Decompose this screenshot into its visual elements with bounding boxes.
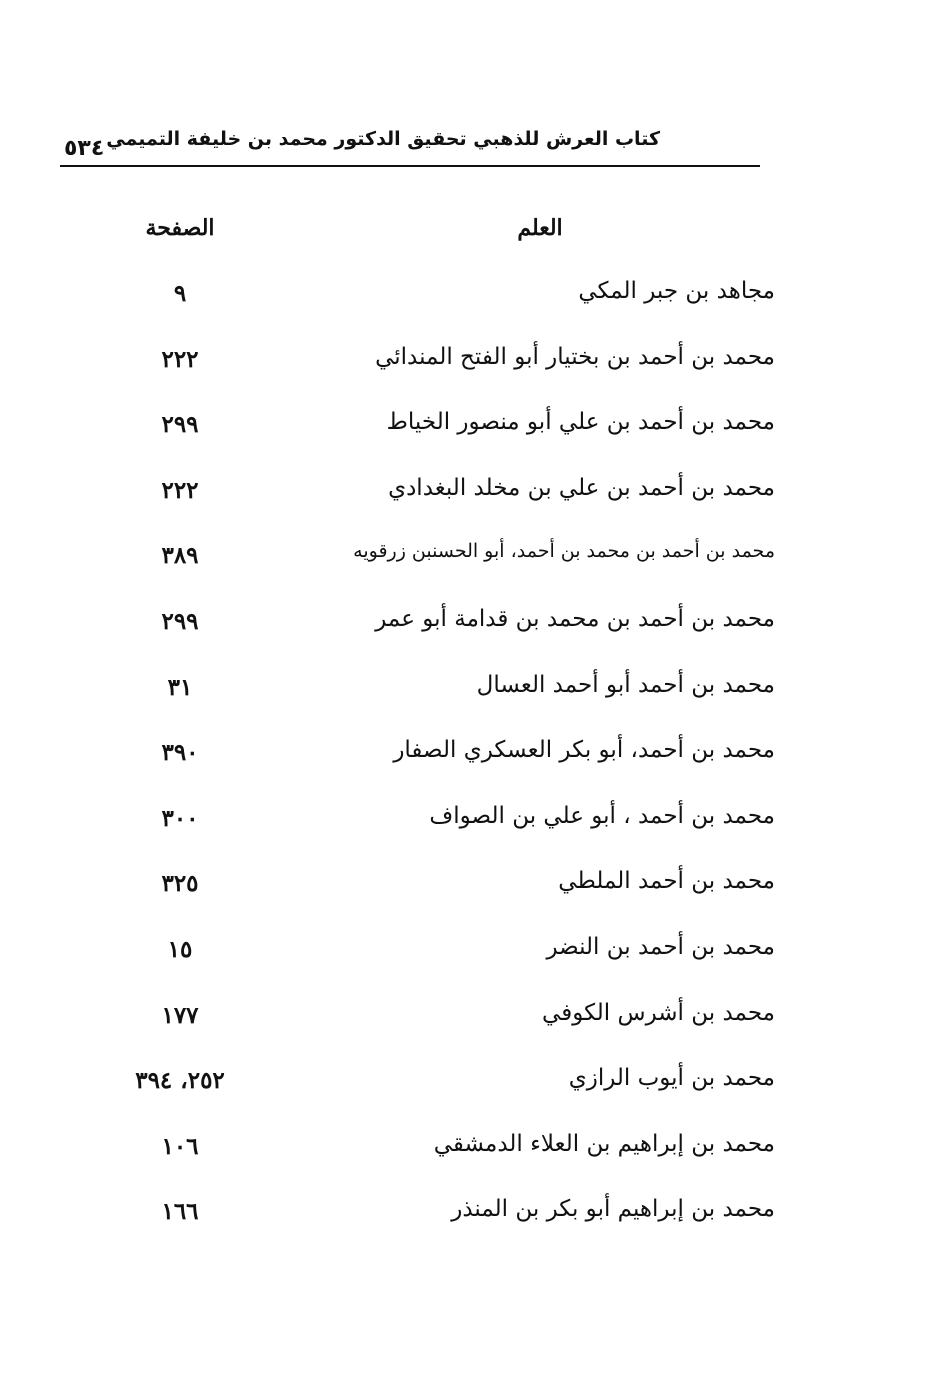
index-entry: [0, 344, 940, 410]
index-entry: [0, 737, 940, 803]
running-head: [60, 128, 760, 164]
entry-pages: ٢٥٢، ٣٩٤: [135, 1067, 225, 1095]
column-headers: [0, 215, 940, 255]
entry-name: محمد بن أحمد أبو أحمد العسال: [476, 671, 775, 698]
entry-name: محمد بن أحمد، أبو بكر العسكري الصفار: [393, 737, 775, 764]
index-entry: [0, 475, 940, 541]
entry-pages: ١٥: [167, 935, 193, 963]
entry-pages: ٣١: [167, 673, 193, 701]
entry-name: محمد بن أيوب الرازي: [568, 1065, 775, 1092]
index-entry: [0, 934, 940, 1000]
index-entry: [0, 1065, 940, 1131]
index-entry: [0, 606, 940, 672]
index-entry: [0, 540, 940, 606]
index-entry: [0, 672, 940, 738]
index-entry: [0, 1000, 940, 1066]
entry-name: محمد بن أشرس الكوفي: [542, 999, 775, 1026]
entry-pages: ٢٩٩: [161, 607, 199, 635]
entry-name: محمد بن أحمد بن بختيار أبو الفتح المندائي: [375, 343, 775, 370]
entry-pages: ٣٠٠: [161, 804, 199, 832]
entry-name: محمد بن أحمد بن محمد بن قدامة أبو عمر: [375, 605, 775, 632]
entry-pages: ١٧٧: [161, 1001, 199, 1029]
entry-pages: ٢٩٩: [161, 411, 199, 439]
entry-pages: ٢٢٢: [161, 345, 199, 373]
entry-pages: ٣٨٩: [161, 542, 199, 570]
entry-name: محمد بن أحمد بن علي أبو منصور الخياط: [386, 409, 775, 436]
index-entry: [0, 409, 940, 475]
entry-name: محمد بن أحمد ، أبو علي بن الصواف: [429, 802, 775, 829]
entry-name: مجاهد بن جبر المكي: [578, 278, 775, 304]
entry-pages: ٣٢٥: [161, 870, 199, 898]
entry-name: محمد بن إبراهيم بن العلاء الدمشقي: [433, 1130, 775, 1157]
index-entry: [0, 868, 940, 934]
index-entry: [0, 803, 940, 869]
entry-pages: ٣٩٠: [161, 739, 199, 767]
entry-name: محمد بن أحمد بن النضر: [546, 933, 775, 960]
header-rule: [60, 165, 760, 167]
entry-pages: ١٠٦: [161, 1132, 199, 1160]
name-column-header: العلم: [517, 215, 563, 241]
index-entries: [0, 278, 940, 1262]
running-title: كتاب العرش للذهبي تحقيق الدكتور محمد بن خليفة التميمي: [106, 128, 660, 150]
entry-name: محمد بن أحمد الملطي: [558, 868, 775, 895]
entry-name: محمد بن أحمد بن علي بن مخلد البغدادي: [388, 474, 775, 501]
index-entry: [0, 1131, 940, 1197]
entry-pages: ٩: [173, 280, 187, 307]
entry-name: محمد بن إبراهيم أبو بكر بن المنذر: [451, 1196, 775, 1223]
page-column-header: الصفحة: [145, 215, 215, 241]
index-entry: [0, 278, 940, 344]
entry-pages: ١٦٦: [161, 1198, 199, 1226]
index-entry: [0, 1196, 940, 1262]
entry-name: محمد بن أحمد بن محمد بن أحمد، أبو الحسنبن زرقويه: [353, 540, 775, 563]
entry-pages: ٢٢٢: [161, 476, 199, 504]
page-number: ٥٣٤: [64, 136, 105, 161]
